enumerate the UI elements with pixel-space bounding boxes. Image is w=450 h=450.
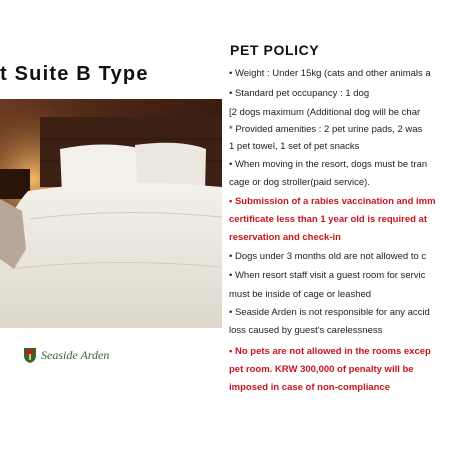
policy-line: * Provided amenities : 2 pet urine pads, 2 was bbox=[229, 124, 423, 135]
logo-text: Seaside Arden bbox=[41, 347, 110, 362]
policy-line: reservation and check-in bbox=[229, 232, 341, 243]
room-photo bbox=[0, 99, 222, 328]
seaside-arden-logo bbox=[22, 346, 109, 364]
policy-line: • Seaside Arden is not responsible for any accid bbox=[229, 307, 430, 318]
policy-line: • Weight : Under 15kg (cats and other animals a bbox=[229, 68, 431, 79]
policy-line: loss caused by guest's carelessness bbox=[229, 325, 383, 336]
policy-line: • When moving in the resort, dogs must be tran bbox=[229, 159, 428, 170]
policy-line: imposed in case of non-compliance bbox=[229, 382, 391, 393]
policy-line: • Submission of a rabies vaccination and imm bbox=[229, 196, 436, 207]
policy-line: 1 pet towel, 1 set of pet snacks bbox=[229, 141, 360, 152]
policy-line: • No pets are not allowed in the rooms excep bbox=[229, 346, 431, 357]
crest-icon bbox=[22, 346, 38, 364]
policy-line: • Dogs under 3 months old are not allowed to c bbox=[229, 251, 427, 262]
policy-line: certificate less than 1 year old is required at bbox=[229, 214, 427, 225]
policy-line: pet room. KRW 300,000 of penalty will be bbox=[229, 364, 414, 375]
policy-line: • Standard pet occupancy : 1 dog bbox=[229, 88, 370, 99]
policy-line: • When resort staff visit a guest room for servic bbox=[229, 270, 426, 281]
policy-line: must be inside of cage or leashed bbox=[229, 289, 372, 300]
policy-line: cage or dog stroller(paid service). bbox=[229, 177, 370, 188]
policy-title: PET POLICY bbox=[230, 42, 320, 58]
policy-line: [2 dogs maximum (Additional dog will be char bbox=[229, 107, 421, 118]
suite-title: t Suite B Type bbox=[0, 63, 149, 85]
